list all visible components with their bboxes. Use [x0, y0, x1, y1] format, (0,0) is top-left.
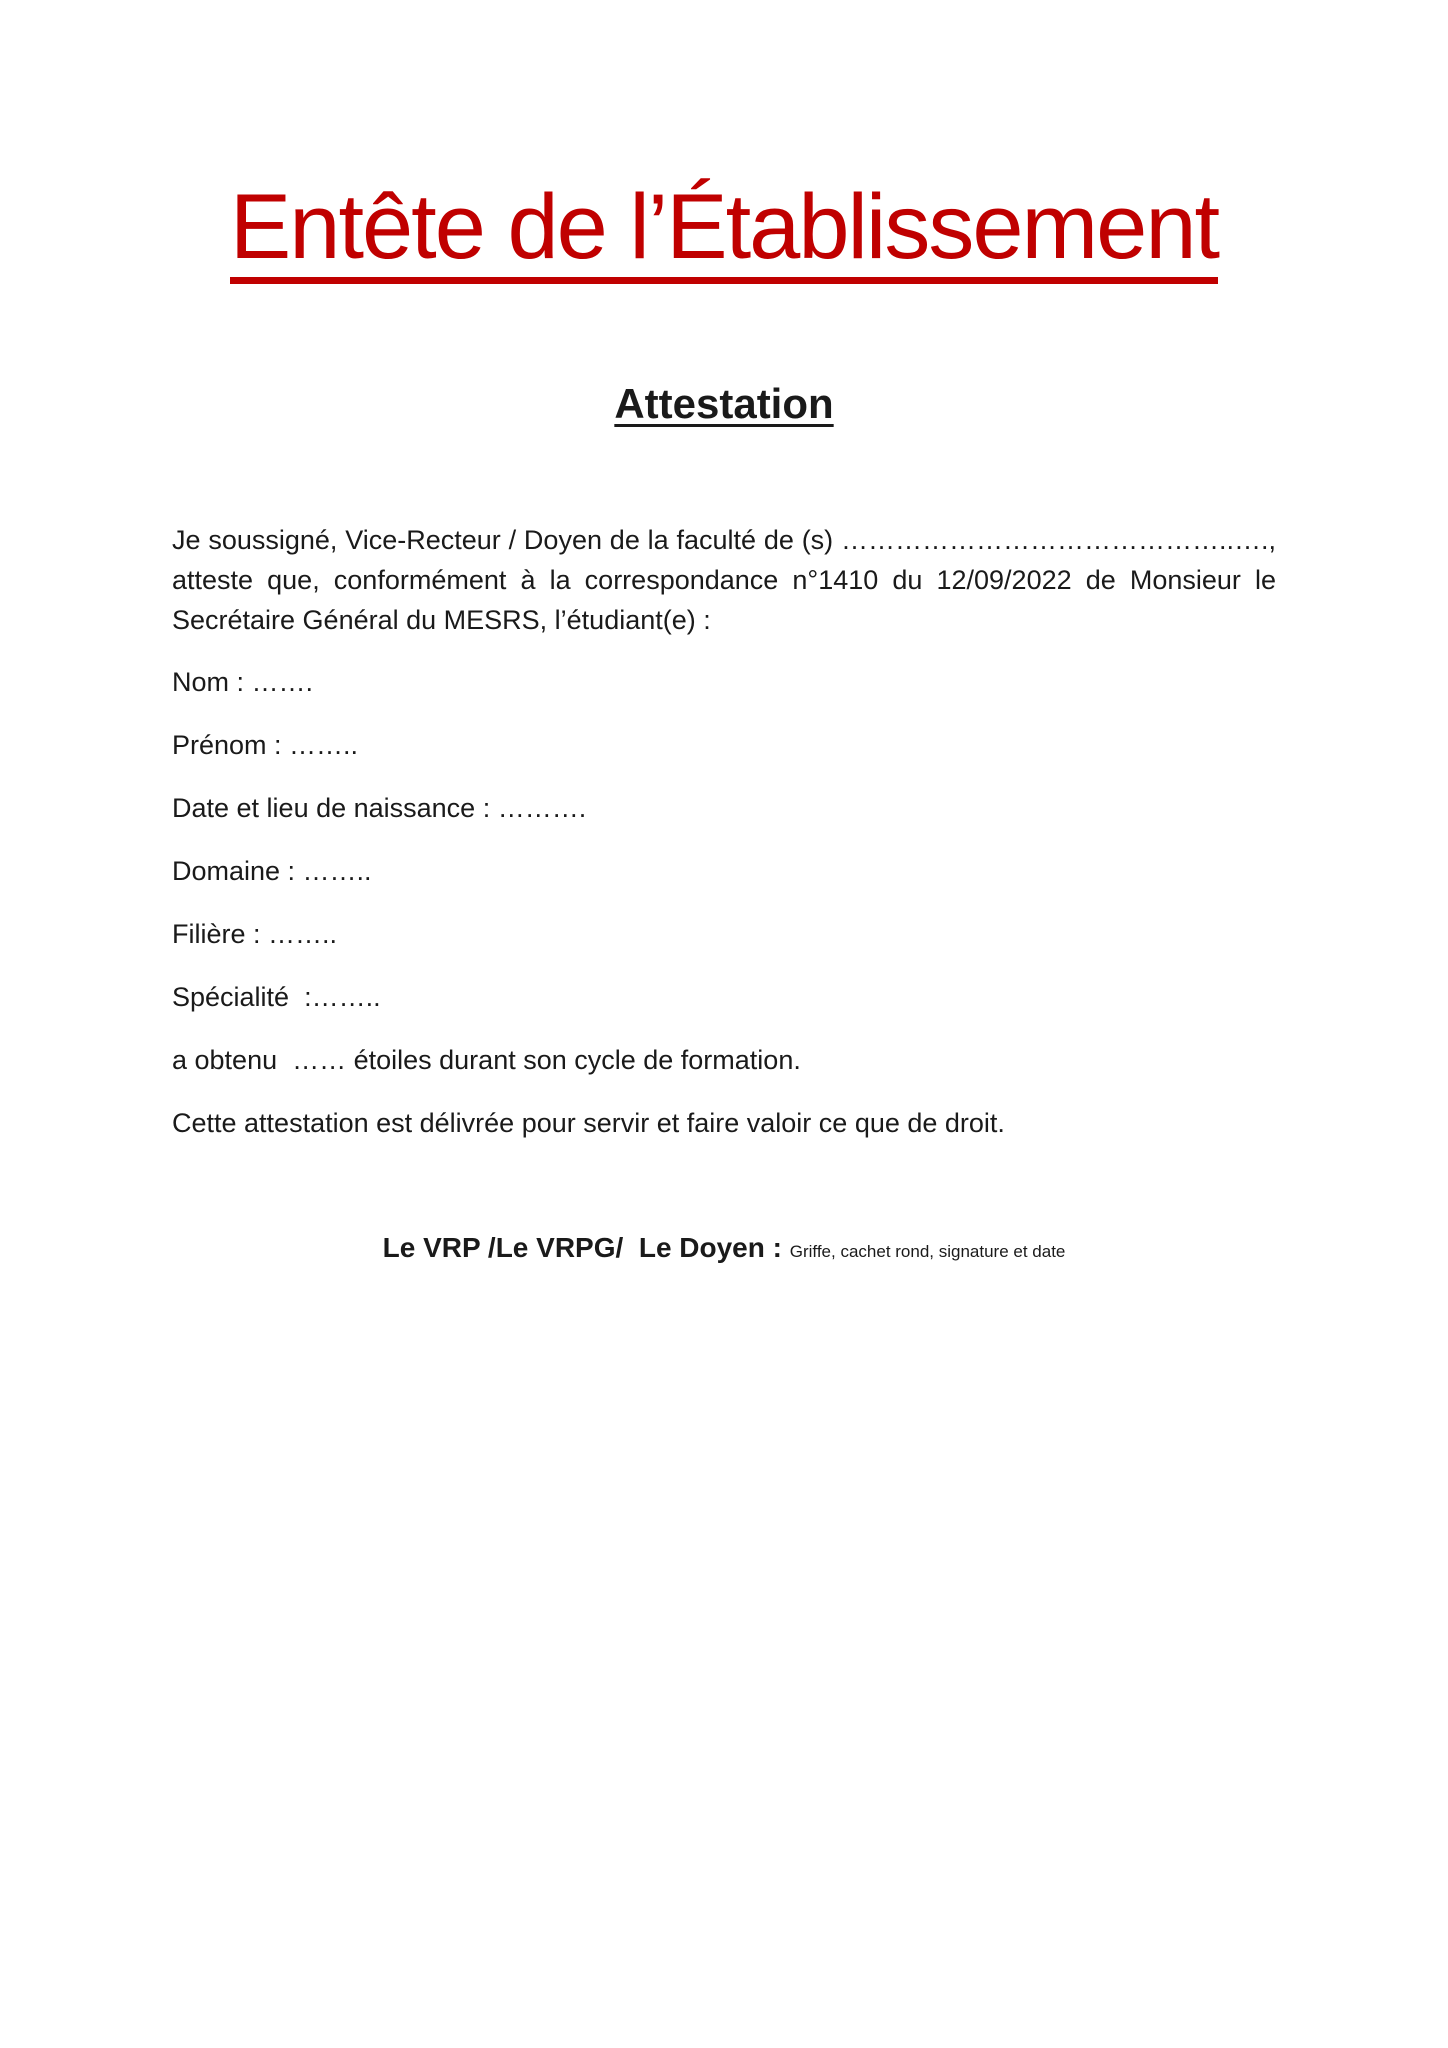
- document-title: [0, 378, 1448, 430]
- signature-block: [0, 1228, 1448, 1272]
- establishment-header: [0, 172, 1448, 284]
- document-body: [172, 520, 1276, 1166]
- field-naissance: Date et lieu de naissance : ……….: [172, 793, 587, 823]
- closing-statement: Cette attestation est délivrée pour servir et faire valoir ce que de droit.: [172, 1108, 1005, 1138]
- field-filiere: Filière : ……..: [172, 919, 338, 949]
- establishment-header-text: Entête de l’Établissement: [230, 179, 1218, 284]
- document-title-text: Attestation: [614, 380, 834, 427]
- field-domaine: Domaine : ……..: [172, 856, 372, 886]
- intro-paragraph: Je soussigné, Vice-Recteur / Doyen de la faculté de (s) ……………………………………..…., atteste que, conformément à la correspondance n°1410 du 12/09/2022 de Monsieur le Secrétaire Général du MESRS, l’étudiant(e) :: [172, 525, 1276, 635]
- field-obtenu: a obtenu …… étoiles durant son cycle de formation.: [172, 1045, 801, 1075]
- signature-note: Griffe, cachet rond, signature et date: [789, 1242, 1066, 1261]
- field-nom: Nom : …….: [172, 667, 314, 697]
- field-specialite: Spécialité :……..: [172, 982, 381, 1012]
- signature-label: Le VRP /Le VRPG/ Le Doyen :: [382, 1232, 790, 1263]
- field-prenom: Prénom : ……..: [172, 730, 359, 760]
